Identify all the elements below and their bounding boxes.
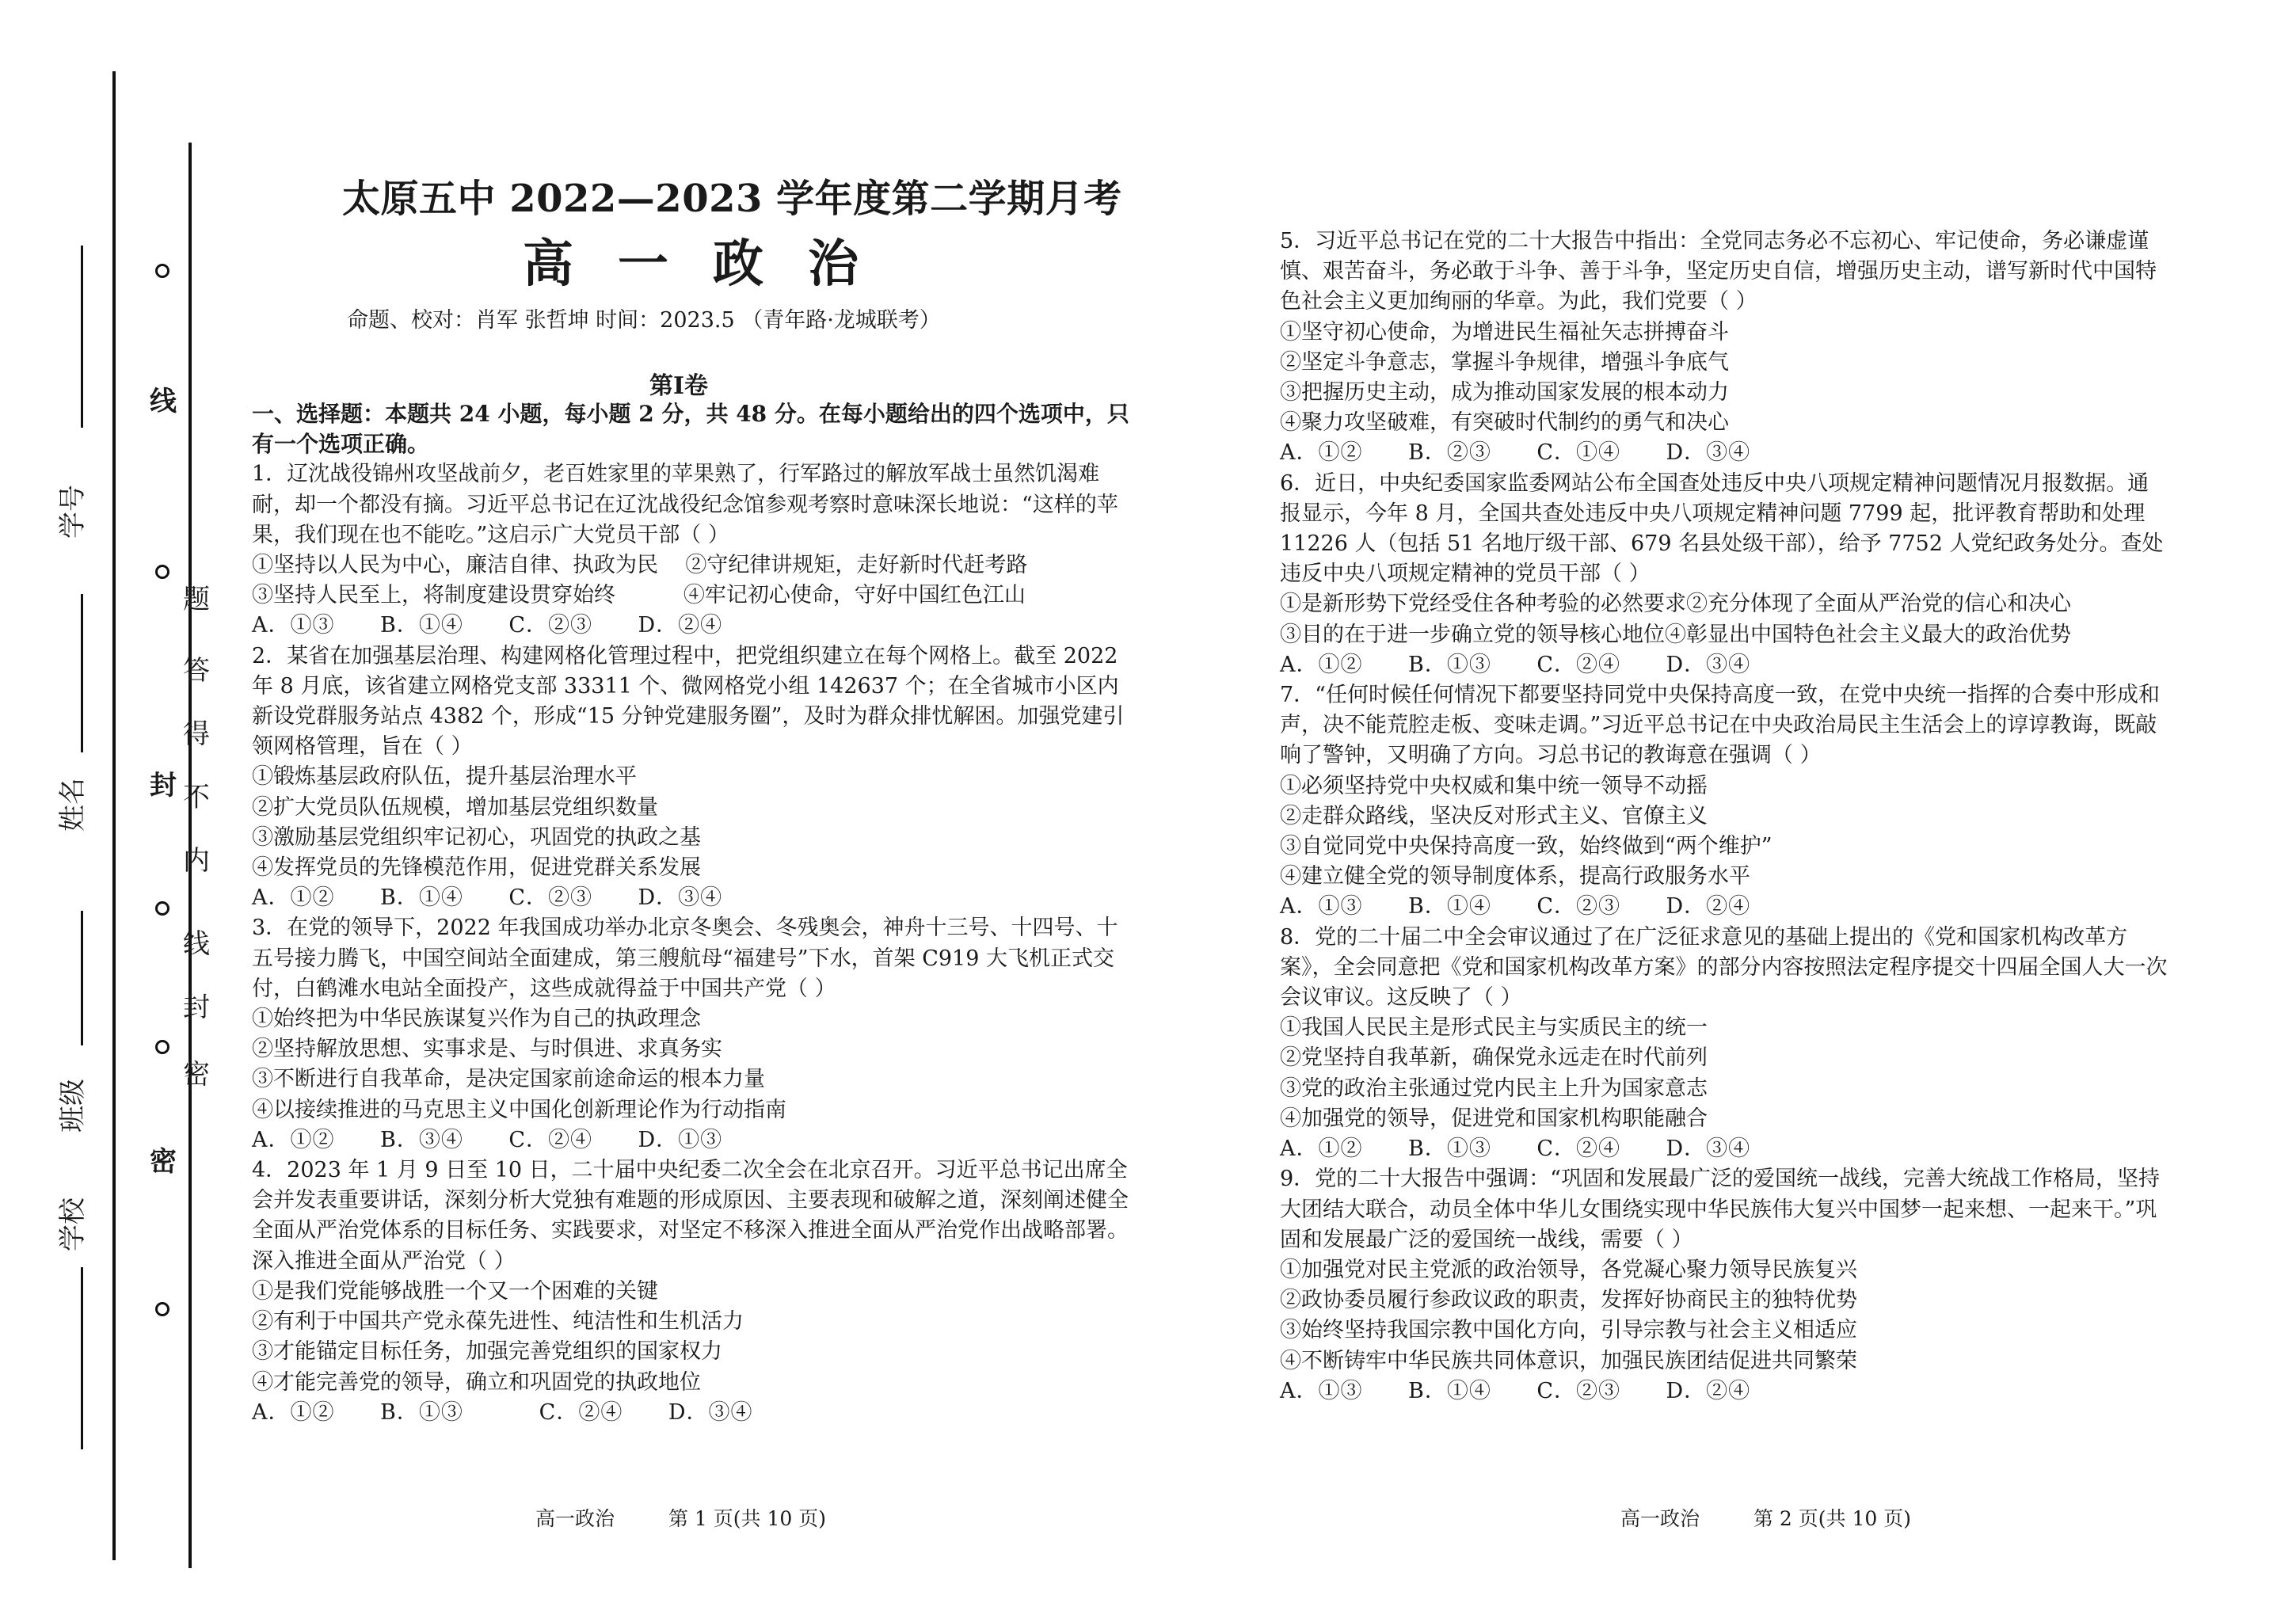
binding-hole-4 <box>155 1040 169 1054</box>
question-4 <box>252 1156 1134 1428</box>
answer-choices: A．①② B．①③ C．②④ D．③④ <box>1280 652 1751 677</box>
left-page-footer <box>535 1503 874 1532</box>
binding-outer-line <box>112 71 116 1560</box>
question-option: ③坚持人民至上，将制度建设贯穿始终 ④牢记初心使命，守好中国红色江山 <box>252 583 1026 608</box>
seal-note-char: 密 <box>183 1059 210 1091</box>
answer-choices: A．①③ B．①④ C．②③ D．②④ <box>1280 894 1751 920</box>
question-option: ①是新形势下党经受住各种考验的必然要求②充分体现了全面从严治党的信心和决心 <box>1280 592 2071 617</box>
answer-choices: A．①③ B．①④ C．②③ D．②④ <box>1280 1378 1751 1403</box>
section-heading: 一、选择题：本题共 24 小题，每小题 2 分，共 48 分。在每小题给出的四个选项中，只有一个选项正确。 <box>252 401 1129 458</box>
question-option: ③始终坚持我国宗教中国化方向，引导宗教与社会主义相适应 <box>1280 1318 1857 1343</box>
question-option: ②坚持解放思想、实事求是、与时俱进、求真务实 <box>252 1037 722 1062</box>
seal-note-char: 线 <box>183 928 210 960</box>
question-stem: 8．党的二十届二中全会审议通过了在广泛征求意见的基础上提出的《党和国家机构改革方案》，全会同意把《党和国家机构改革方案》的部分内容按照法定程序提交十四届全国人大一次会议审议。这反映了（ ） <box>1280 924 2168 1011</box>
question-option: ②党坚持自我革新，确保党永远走在时代前列 <box>1280 1045 1708 1071</box>
question-stem: 5．习近平总书记在党的二十大报告中指出：全党同志务必不忘初心、牢记使命，务必谦虚谨慎、艰苦奋斗，务必敢于斗争、善于斗争，坚定历史自信，增强历史主动，谱写新时代中国特色社会主义更加绚丽的华章。为此，我们党要（ ） <box>1280 229 2157 314</box>
footer-subject: 高一政治 <box>535 1507 615 1530</box>
question-option: ④建立健全党的领导制度体系，提高行政服务水平 <box>1280 864 1750 889</box>
question-option: ④聚力攻坚破难，有突破时代制约的勇气和决心 <box>1280 410 1729 436</box>
name-label: 姓名 <box>57 778 89 832</box>
exam-title: 太原五中 2022—2023 学年度第二学期月考 <box>342 177 1122 221</box>
student-id-line <box>81 246 83 428</box>
question-option: ①坚持以人民为中心，廉洁自律、执政为民 ②守纪律讲规矩，走好新时代赶考路 <box>252 553 1028 578</box>
question-option: ③自觉同党中央保持高度一致，始终做到“两个维护” <box>1280 834 1772 859</box>
right-page-footer <box>1620 1503 1959 1532</box>
student-id-label: 学号 <box>57 485 89 539</box>
question-option: ①锻炼基层政府队伍，提升基层治理水平 <box>252 764 637 790</box>
seal-note-char: 不 <box>183 782 210 813</box>
binding-hole-3 <box>155 901 169 916</box>
question-option: ③不断进行自我革命，是决定国家前途命运的根本力量 <box>252 1067 765 1092</box>
question-option: ①加强党对民主党派的政治领导，各党凝心聚力领导民族复兴 <box>1280 1257 1857 1282</box>
question-option: ②扩大党员队伍规模，增加基层党组织数量 <box>252 794 658 820</box>
school-label: 学校 <box>57 1197 89 1251</box>
question-8 <box>1280 923 2170 1165</box>
question-option: ①是我们党能够战胜一个又一个困难的关键 <box>252 1278 658 1304</box>
seal-note-char: 答 <box>183 655 210 687</box>
footer-subject: 高一政治 <box>1620 1507 1700 1530</box>
question-stem: 3．在党的领导下，2022 年我国成功举办北京冬奥会、冬残奥会，神舟十三号、十四号、十五号接力腾飞，中国空间站全面建成，第三艘航母“福建号”下水，首架 C919 大飞机正式交付，白鹤滩水电站全面投产，这些成就得益于中国共产党（ ） <box>252 916 1118 1001</box>
question-option: ①坚守初心使命，为增进民生福祉矢志拼搏奋斗 <box>1280 319 1729 345</box>
question-2 <box>252 642 1134 914</box>
answer-choices: A．①② B．①④ C．②③ D．③④ <box>252 885 723 911</box>
question-option: ①我国人民民主是形式民主与实质民主的统一 <box>1280 1015 1708 1041</box>
binding-hole-1 <box>155 264 169 278</box>
seal-note-char: 题 <box>183 584 210 615</box>
binding-hole-5 <box>155 1302 169 1316</box>
footer-page-number: 第 2 页(共 10 页) <box>1753 1507 1911 1530</box>
question-option: ①必须坚持党中央权威和集中统一领导不动摇 <box>1280 773 1708 798</box>
school-line <box>81 1267 83 1449</box>
question-option: ④加强党的领导，促进党和国家机构职能融合 <box>1280 1106 1708 1131</box>
seal-note-char: 内 <box>183 845 210 877</box>
question-stem: 7．“任何时候任何情况下都要坚持同党中央保持高度一致，在党中央统一指挥的合奏中形成和声，决不能荒腔走板、变味走调。”习近平总书记在中央政治局民主生活会上的谆谆教诲，既敲响了警钟，又明确了方向。习总书记的教诲意在强调（ ） <box>1280 683 2160 768</box>
question-stem: 9．党的二十大报告中强调：“巩固和发展最广泛的爱国统一战线，完善大统战工作格局，坚持大团结大联合，动员全体中华儿女围绕实现中华民族伟大复兴中国梦一起来想、一起来干。”巩固和发展最广泛的爱国统一战线，需要（ ） <box>1280 1167 2160 1252</box>
question-option: ③把握历史主动，成为推动国家发展的根本动力 <box>1280 380 1729 406</box>
subject-title: 高一政治 <box>523 234 903 294</box>
question-9 <box>1280 1164 2170 1407</box>
question-stem: 4．2023 年 1 月 9 日至 10 日，二十届中央纪委二次全会在北京召开。习近平总书记出席全会并发表重要讲话，深刻分析大党独有难题的形成原因、主要表现和破解之道，深刻阐述健全全面从严治党体系的目标任务、实践要求，对坚定不移深入推进全面从严治党作出战略部署。深入推进全面从严治党（ ） <box>252 1158 1129 1274</box>
seal-xian: 线 <box>150 386 177 417</box>
question-option: ②政协委员履行参政议政的职责，发挥好协商民主的独特优势 <box>1280 1288 1857 1313</box>
seal-mi: 密 <box>150 1146 177 1178</box>
question-option: ④不断铸牢中华民族共同体意识，加强民族团结促进共同繁荣 <box>1280 1348 1857 1373</box>
answer-choices: A．①② B．①③ C．②④ D．③④ <box>252 1399 753 1425</box>
answer-choices: A．①② B．①③ C．②④ D．③④ <box>1280 1137 1751 1162</box>
footer-page-number: 第 1 页(共 10 页) <box>668 1507 826 1530</box>
name-line <box>81 594 83 752</box>
answer-choices: A．①② B．③④ C．②④ D．①③ <box>252 1127 723 1152</box>
exam-meta: 命题、校对：肖军 张哲坤 时间：2023.5 （青年路·龙城联考） <box>347 308 941 333</box>
question-option: ③目的在于进一步确立党的领导核心地位④彰显出中国特色社会主义最大的政治优势 <box>1280 622 2071 647</box>
left-question-column <box>252 399 1134 1428</box>
class-line <box>81 911 83 1045</box>
seal-feng: 封 <box>150 770 177 801</box>
question-option: ①始终把为中华民族谋复兴作为自己的执政理念 <box>252 1007 701 1032</box>
question-stem: 1．辽沈战役锦州攻坚战前夕，老百姓家里的苹果熟了，行军路过的解放军战士虽然饥渴难耐，却一个都没有摘。习近平总书记在辽沈战役纪念馆参观考察时意味深长地说：“这样的苹果，我们现在也不能吃。”这启示广大党员干部（ ） <box>252 462 1118 547</box>
question-5 <box>1280 227 2170 469</box>
right-question-column <box>1280 227 2170 1407</box>
question-option: ④才能完善党的领导，确立和巩固党的执政地位 <box>252 1369 701 1395</box>
answer-choices: A．①③ B．①④ C．②③ D．②④ <box>252 613 723 638</box>
question-6 <box>1280 469 2170 680</box>
class-label: 班级 <box>57 1079 89 1133</box>
answer-choices: A．①② B．②③ C．①④ D．③④ <box>1280 440 1751 466</box>
seal-note-char: 得 <box>183 718 210 750</box>
question-option: ②有利于中国共产党永葆先进性、纯洁性和生机活力 <box>252 1309 744 1335</box>
question-option: ③党的政治主张通过党内民主上升为国家意志 <box>1280 1076 1708 1101</box>
question-option: ④以接续推进的马克思主义中国化创新理论作为行动指南 <box>252 1097 786 1122</box>
question-option: ②坚定斗争意志，掌握斗争规律，增强斗争底气 <box>1280 349 1729 375</box>
question-option: ③激励基层党组织牢记初心，巩固党的执政之基 <box>252 824 701 850</box>
question-option: ②走群众路线，坚决反对形式主义、官僚主义 <box>1280 803 1708 828</box>
binding-hole-2 <box>155 565 169 579</box>
question-7 <box>1280 680 2170 923</box>
question-option: ③才能锚定目标任务，加强完善党组织的国家权力 <box>252 1339 722 1365</box>
question-3 <box>252 913 1134 1156</box>
question-stem: 2．某省在加强基层治理、构建网格化管理过程中，把党组织建立在每个网格上。截至 2022 年 8 月底，该省建立网格党支部 33311 个、微网格党小组 142637 个；在全省城市小区内新设党群服务站点 4382 个，形成“15 分钟党建服务圈”，及时为群众排忧解困。加强党建引领网格管理，旨在（ ） <box>252 643 1125 760</box>
question-stem: 6．近日，中央纪委国家监委网站公布全国查处违反中央八项规定精神问题情况月报数据。通报显示，今年 8 月，全国共查处违反中央八项规定精神问题 7799 起，批评教育帮助和处理 11226 人（包括 51 名地厅级干部、679 名县处级干部），给予 7752 人党纪政务处分。查处违反中央八项规定精神的党员干部（ ） <box>1280 470 2164 587</box>
volume-label: 第Ⅰ卷 <box>649 372 709 400</box>
seal-note-char: 封 <box>183 992 210 1023</box>
question-option: ④发挥党员的先锋模范作用，促进党群关系发展 <box>252 855 701 881</box>
question-1 <box>252 459 1134 641</box>
